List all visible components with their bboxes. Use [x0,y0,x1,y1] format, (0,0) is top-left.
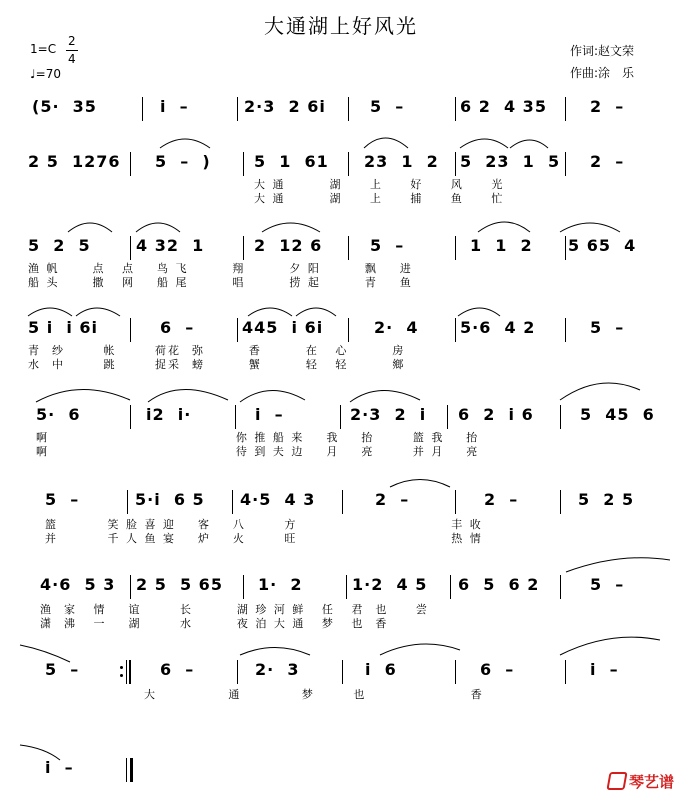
barline [348,97,349,121]
measure: 5 2 5 [28,236,91,255]
repeat-dot [120,666,123,669]
measure: 1·2 4 5 [352,575,428,594]
measure: 2· 3 [255,660,300,679]
barline [130,575,131,599]
measure: 5 23 1 5 [460,152,561,171]
lyric-line-2: 船 头 撒 网 船 尾 唱 捞 起 青 鱼 [28,276,413,289]
barline [126,660,127,684]
score-row-5 [0,405,682,495]
barline [565,318,566,342]
barline [130,236,131,260]
barline [237,97,238,121]
measure: 5 – [45,660,80,679]
measure: i – [160,97,189,116]
measure: i – [45,758,74,777]
measure: 4·6 5 3 [40,575,116,594]
barline [348,152,349,176]
barline [342,490,343,514]
measure: 5 i i 6i [28,318,98,337]
measure: 445 i 6i [242,318,324,337]
barline [565,152,566,176]
barline [126,758,127,782]
lyric-line-2: 潇 沸 一 湖 水 夜 泊 大 通 梦 也 香 [40,617,389,630]
barline [348,236,349,260]
site-logo [608,771,674,792]
lyric-line-2: 啊 待 到 夫 边 月 亮 并 月 亮 [36,445,480,458]
barline [450,575,451,599]
time-signature-line [66,50,78,51]
barline [237,318,238,342]
logo-text: 琴艺谱 [628,773,674,791]
time-signature-numerator: 2 [68,34,76,48]
barline [130,318,131,342]
measure: i – [255,405,284,424]
measure: 2 – [484,490,519,509]
measure: 23 1 2 [364,152,439,171]
score-row-3 [0,236,682,326]
repeat-barline [129,660,131,684]
measure: 6 2 i 6 [458,405,534,424]
barline [455,660,456,684]
barline [455,318,456,342]
barline [455,97,456,121]
lyricist-credit: 作词:赵文荣 [570,44,635,58]
measure: 5 65 4 [568,236,637,255]
barline [342,660,343,684]
tempo-marking: ♩=70 [30,67,61,81]
lyric-line-1: 大 通 梦 也 香 [45,688,484,701]
barline [243,236,244,260]
measure: 5· 6 [36,405,81,424]
measure: 2· 4 [374,318,419,337]
measure: 2 – [590,97,625,116]
lyric-line-2: 并 千 人 鱼 宴 炉 火 旺 热 情 [45,532,483,545]
key-signature: 1=C [30,42,57,56]
lyric-line-2: 大 通 湖 上 捕 鱼 忙 [254,192,505,205]
measure: 5 1 61 [254,152,329,171]
measure: 4 32 1 [136,236,205,255]
time-signature-denominator: 4 [68,52,76,66]
score-row-8 [0,660,682,750]
barline [560,490,561,514]
barline [243,575,244,599]
measure: 2·3 2 i [350,405,427,424]
barline [235,405,236,429]
measure: 5 – [590,318,625,337]
measure: 5·6 4 2 [460,318,536,337]
lyric-line-1: 渔 帆 点 点 鸟 飞 翔 夕 阳 飘 进 [28,262,413,275]
measure: 5 – [370,236,405,255]
barline [348,318,349,342]
barline [565,236,566,260]
measure: 2 – [375,490,410,509]
measure: i – [590,660,619,679]
measure: 1 1 2 [470,236,533,255]
barline [455,490,456,514]
score-row-4 [0,318,682,408]
score-row-7 [0,575,682,665]
measure: 5 45 6 [580,405,655,424]
final-barline [130,758,133,782]
measure: 5 – [590,575,625,594]
measure: 5 – ) [155,152,211,171]
measure: 2 5 1276 [28,152,121,171]
logo-icon [606,772,627,790]
lyric-line-1: 青 纱 帐 荷花 弥 香 在 心 房 [28,344,406,357]
measure: 5 – [45,490,80,509]
barline [127,490,128,514]
lyric-line-1: 啊 你 推 船 来 我 抬 篮 我 抬 [36,431,480,444]
barline [565,97,566,121]
measure: 2 12 6 [254,236,323,255]
repeat-dot [120,674,123,677]
barline [340,405,341,429]
measure: 4·5 4 3 [240,490,316,509]
composer-credit: 作曲:涂 乐 [570,66,635,80]
barline [232,490,233,514]
barline [455,152,456,176]
measure: 6 5 6 2 [458,575,540,594]
measure: 6 – [160,660,195,679]
lyric-line-2: 水 中 跳 捉采 螃 蟹 轻 轻 鄉 [28,358,406,371]
measure: 1· 2 [258,575,303,594]
score-row-2 [0,152,682,242]
barline [130,152,131,176]
measure: 6 – [160,318,195,337]
measure: 5 – [370,97,405,116]
barline [142,97,143,121]
lyric-line-1: 渔 家 情 谊 长 湖 珍 河 鲜 任 君 也 尝 [40,603,429,616]
measure: (5· 35 [32,97,97,116]
measure: i2 i· [146,405,192,424]
barline [237,660,238,684]
measure: 6 2 4 35 [460,97,547,116]
song-title: 大通湖上好风光 [264,14,418,38]
lyric-line-1: 篮 笑 脸 喜 迎 客 八 方 丰 收 [45,518,483,531]
measure: 2 5 5 65 [136,575,223,594]
measure: 5·i 6 5 [135,490,205,509]
barline [560,575,561,599]
measure: 6 – [480,660,515,679]
barline [243,152,244,176]
lyric-line-1: 大 通 湖 上 好 风 光 [254,178,505,191]
measure: 5 2 5 [578,490,635,509]
measure: i 6 [365,660,397,679]
barline [565,660,566,684]
barline [346,575,347,599]
barline [560,405,561,429]
barline [447,405,448,429]
score-row-9 [0,758,682,788]
measure: 2 – [590,152,625,171]
barline [130,405,131,429]
score-row-6 [0,490,682,580]
measure: 2·3 2 6i [244,97,326,116]
barline [455,236,456,260]
